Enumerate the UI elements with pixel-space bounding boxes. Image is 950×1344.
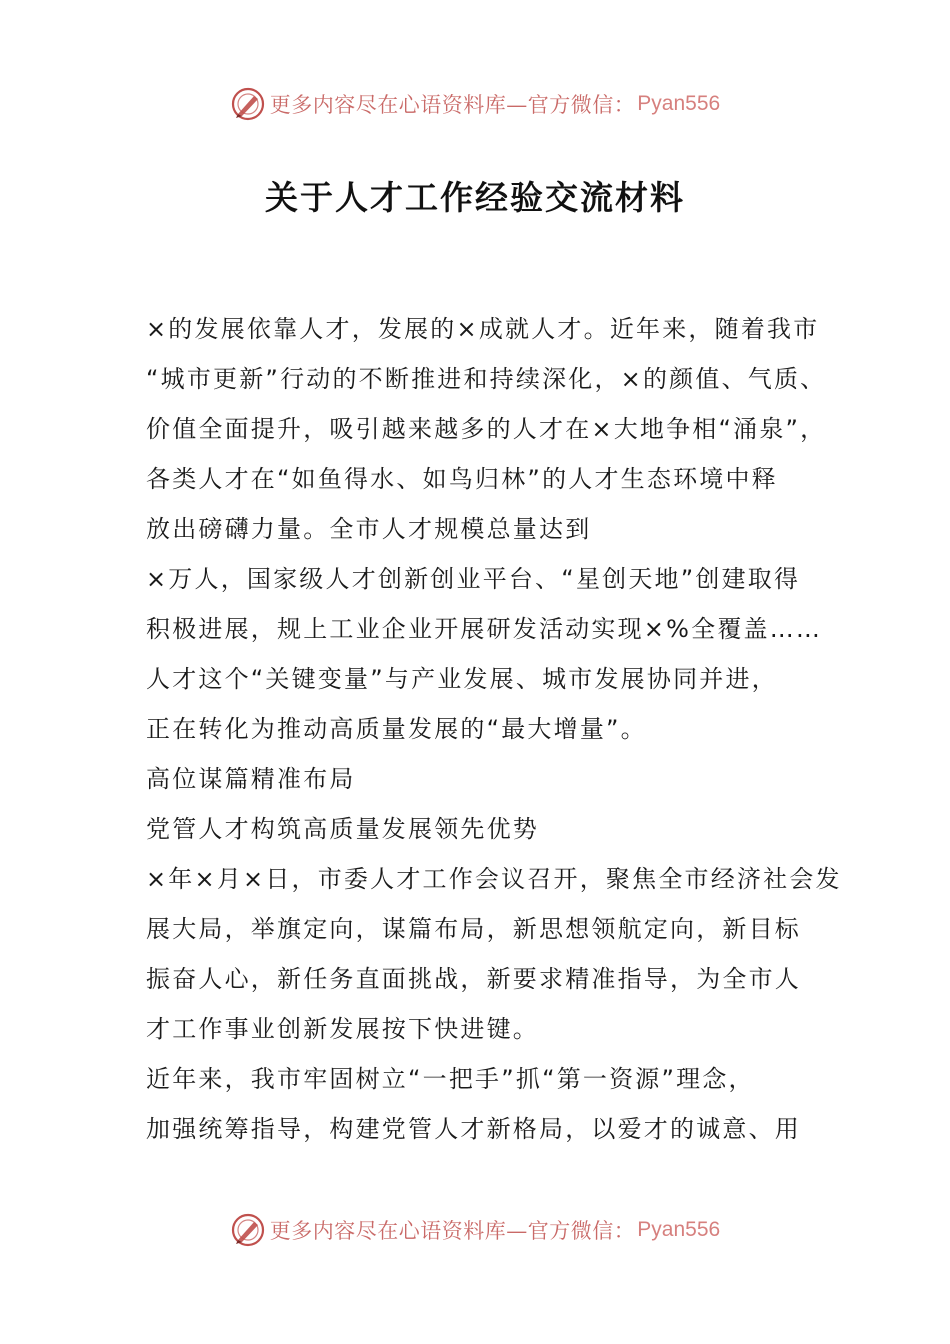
body-line: 人才这个“关键变量”与产业发展、城市发展协同并进， <box>146 665 778 693</box>
body-line: 振奋人心，新任务直面挑战，新要求精准指导，为全市人 <box>146 965 801 993</box>
body-line: ×万人，国家级人才创新创业平台、“星创天地”创建取得 <box>146 565 801 593</box>
watermark-wechat-id: Pyan556 <box>637 1218 721 1241</box>
body-line: 积极进展，规上工业企业开展研发活动实现×%全覆盖…… <box>146 615 823 643</box>
watermark-banner-bottom <box>0 1210 950 1250</box>
watermark-banner-top <box>0 84 950 124</box>
document-title: 关于人才工作经验交流材料 <box>265 178 685 217</box>
document-body <box>146 304 842 1154</box>
pen-circle-logo-icon <box>230 86 266 122</box>
watermark-wechat-id: Pyan556 <box>637 92 721 115</box>
body-line: 放出磅礴力量。全市人才规模总量达到 <box>146 515 592 543</box>
watermark-text: 更多内容尽在心语资料库—官方微信： <box>269 1219 636 1243</box>
section-subheading: 党管人才构筑高质量发展领先优势 <box>146 815 539 843</box>
body-line: 才工作事业创新发展按下快进键。 <box>146 1015 539 1043</box>
body-line: 各类人才在“如鱼得水、如鸟归林”的人才生态环境中释 <box>146 465 778 493</box>
pen-circle-logo-icon <box>230 1212 266 1248</box>
body-line: 正在转化为推动高质量发展的“最大增量”。 <box>146 715 647 743</box>
body-line: ×的发展依靠人才，发展的×成就人才。近年来，随着我市 <box>146 315 820 343</box>
body-line: “城市更新”行动的不断推进和持续深化，×的颜值、气质、 <box>146 365 827 393</box>
body-line: 价值全面提升，吸引越来越多的人才在×大地争相“涌泉”， <box>146 415 827 443</box>
body-line: 展大局，举旗定向，谋篇布局，新思想领航定向，新目标 <box>146 915 801 943</box>
body-line: ×年×月×日，市委人才工作会议召开，聚焦全市经济社会发 <box>146 865 842 893</box>
body-line: 近年来，我市牢固树立“一把手”抓“第一资源”理念， <box>146 1065 755 1093</box>
watermark-text: 更多内容尽在心语资料库—官方微信： <box>269 93 636 117</box>
section-heading: 高位谋篇精准布局 <box>146 765 356 793</box>
body-line: 加强统筹指导，构建党管人才新格局，以爱才的诚意、用 <box>146 1115 801 1143</box>
